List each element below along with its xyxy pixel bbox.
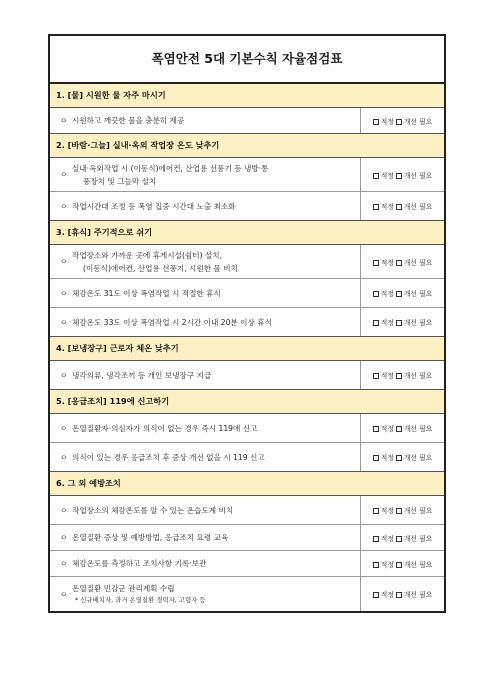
section-header-rest: 3. [휴식] 주기적으로 쉬기 [50,221,444,245]
improve-checkbox[interactable]: 개선 필요 [396,559,432,569]
checklist-row [50,158,444,192]
bullet-icon: ㅇ [60,317,68,327]
bullet-icon: ㅇ [60,452,68,462]
item-text: 체감온도 33도 이상 폭염작업 시 2시간 이내 20분 이상 휴식 [72,317,272,327]
item-text: 체감온도를 측정하고 조치사항 기록·보관 [72,559,207,568]
section-header-cooling-gear: 4. [보냉장구] 근로자 체온 낮추기 [50,337,444,361]
bullet-icon: ㅇ [60,533,68,542]
item-text-continued: (이동식)에어컨, 산업용 선풍기, 시원한 물 비치 [83,263,238,273]
ok-checkbox[interactable]: 적정 [373,317,394,327]
ok-checkbox[interactable]: 적정 [373,423,394,433]
item-text: 온열질환자·의심자가 의식이 없는 경우 즉시 119에 신고 [72,423,258,433]
improve-checkbox[interactable]: 개선 필요 [396,423,432,433]
item-text: 의식이 있는 경우 응급조치 후 증상 개선 없을 시 119 신고 [72,452,265,462]
check-options [361,245,444,278]
bullet-icon: ㅇ [60,116,68,125]
bullet-icon: ㅇ [60,589,68,599]
improve-checkbox[interactable]: 개선 필요 [396,533,432,543]
ok-checkbox[interactable]: 적정 [373,170,394,180]
ok-checkbox[interactable]: 적정 [373,505,394,515]
check-options [361,308,444,336]
check-options [361,279,444,307]
check-options [361,525,444,550]
item-text: 체감온도 31도 이상 폭염작업 시 적절한 휴식 [72,288,221,298]
improve-checkbox[interactable]: 개선 필요 [396,201,432,211]
improve-checkbox[interactable]: 개선 필요 [396,370,432,380]
check-options [361,158,444,191]
ok-checkbox[interactable]: 적정 [373,559,394,569]
ok-checkbox[interactable]: 적정 [373,257,394,267]
item-text: 시원하고 깨끗한 물을 충분히 제공 [72,116,185,125]
page-title: 폭염안전 5대 기본수칙 자율점검표 [50,36,444,84]
check-options [361,414,444,442]
check-options [361,496,444,524]
bullet-icon: ㅇ [60,559,68,568]
improve-checkbox[interactable]: 개선 필요 [396,317,432,327]
item-text: 냉각의류, 냉각조끼 등 개인 보냉장구 지급 [72,370,212,380]
checklist-row [50,443,444,472]
check-options [361,192,444,220]
checklist-row [50,192,444,221]
checklist-row [50,414,444,443]
checklist-row [50,496,444,525]
ok-checkbox[interactable]: 적정 [373,452,394,462]
bullet-icon: ㅇ [60,505,68,515]
ok-checkbox[interactable]: 적정 [373,370,394,380]
bullet-icon: ㅇ [60,257,68,266]
checklist-sheet [48,34,446,613]
ok-checkbox[interactable]: 적정 [373,589,394,599]
improve-checkbox[interactable]: 개선 필요 [396,505,432,515]
check-options [361,361,444,389]
check-options [361,551,444,576]
improve-checkbox[interactable]: 개선 필요 [396,452,432,462]
section-header-wind-shade: 2. [바람·그늘] 실내·옥외 작업장 온도 낮추기 [50,134,444,158]
improve-checkbox[interactable]: 개선 필요 [396,116,432,126]
bullet-icon: ㅇ [60,288,68,298]
checklist-row [50,245,444,279]
check-options [361,443,444,471]
improve-checkbox[interactable]: 개선 필요 [396,257,432,267]
item-text: 온열질환 증상 및 예방방법, 응급조치 요령 교육 [72,533,229,542]
ok-checkbox[interactable]: 적정 [373,201,394,211]
check-options [361,577,444,611]
improve-checkbox[interactable]: 개선 필요 [396,589,432,599]
check-options [361,108,444,133]
checklist-row [50,108,444,134]
item-text: 실내·옥외작업 시 (이동식)에어컨, 산업용 선풍기 등 냉방·통 [72,163,269,173]
item-text: 온열질환 민감군 관리계획 수립 [72,584,175,593]
item-text-continued: 풍장치 및 그늘막 설치 [83,176,157,186]
bullet-icon: ㅇ [60,201,68,211]
item-note: * 신규배치자, 과거 온열질환 경력자, 고령자 등 [75,596,206,604]
item-text: 작업시간대 조정 등 폭염 집중 시간대 노출 최소화 [72,201,236,211]
ok-checkbox[interactable]: 적정 [373,288,394,298]
ok-checkbox[interactable]: 적정 [373,533,394,543]
item-text: 작업장소의 체감온도를 알 수 있는 온습도계 비치 [72,505,234,515]
checklist-row [50,525,444,551]
bullet-icon: ㅇ [60,370,68,380]
section-header-other-prevention: 6. 그 외 예방조치 [50,472,444,496]
checklist-row [50,308,444,337]
improve-checkbox[interactable]: 개선 필요 [396,288,432,298]
checklist-row [50,279,444,308]
ok-checkbox[interactable]: 적정 [373,116,394,126]
section-header-first-aid: 5. [응급조치] 119에 신고하기 [50,390,444,414]
checklist-row [50,361,444,390]
item-text: 작업장소와 가까운 곳에 휴게시설(쉼터) 설치, [72,250,223,260]
bullet-icon: ㅇ [60,170,68,179]
section-header-water: 1. [물] 시원한 물 자주 마시기 [50,84,444,108]
bullet-icon: ㅇ [60,423,68,433]
checklist-row [50,577,444,611]
checklist-row [50,551,444,577]
improve-checkbox[interactable]: 개선 필요 [396,170,432,180]
